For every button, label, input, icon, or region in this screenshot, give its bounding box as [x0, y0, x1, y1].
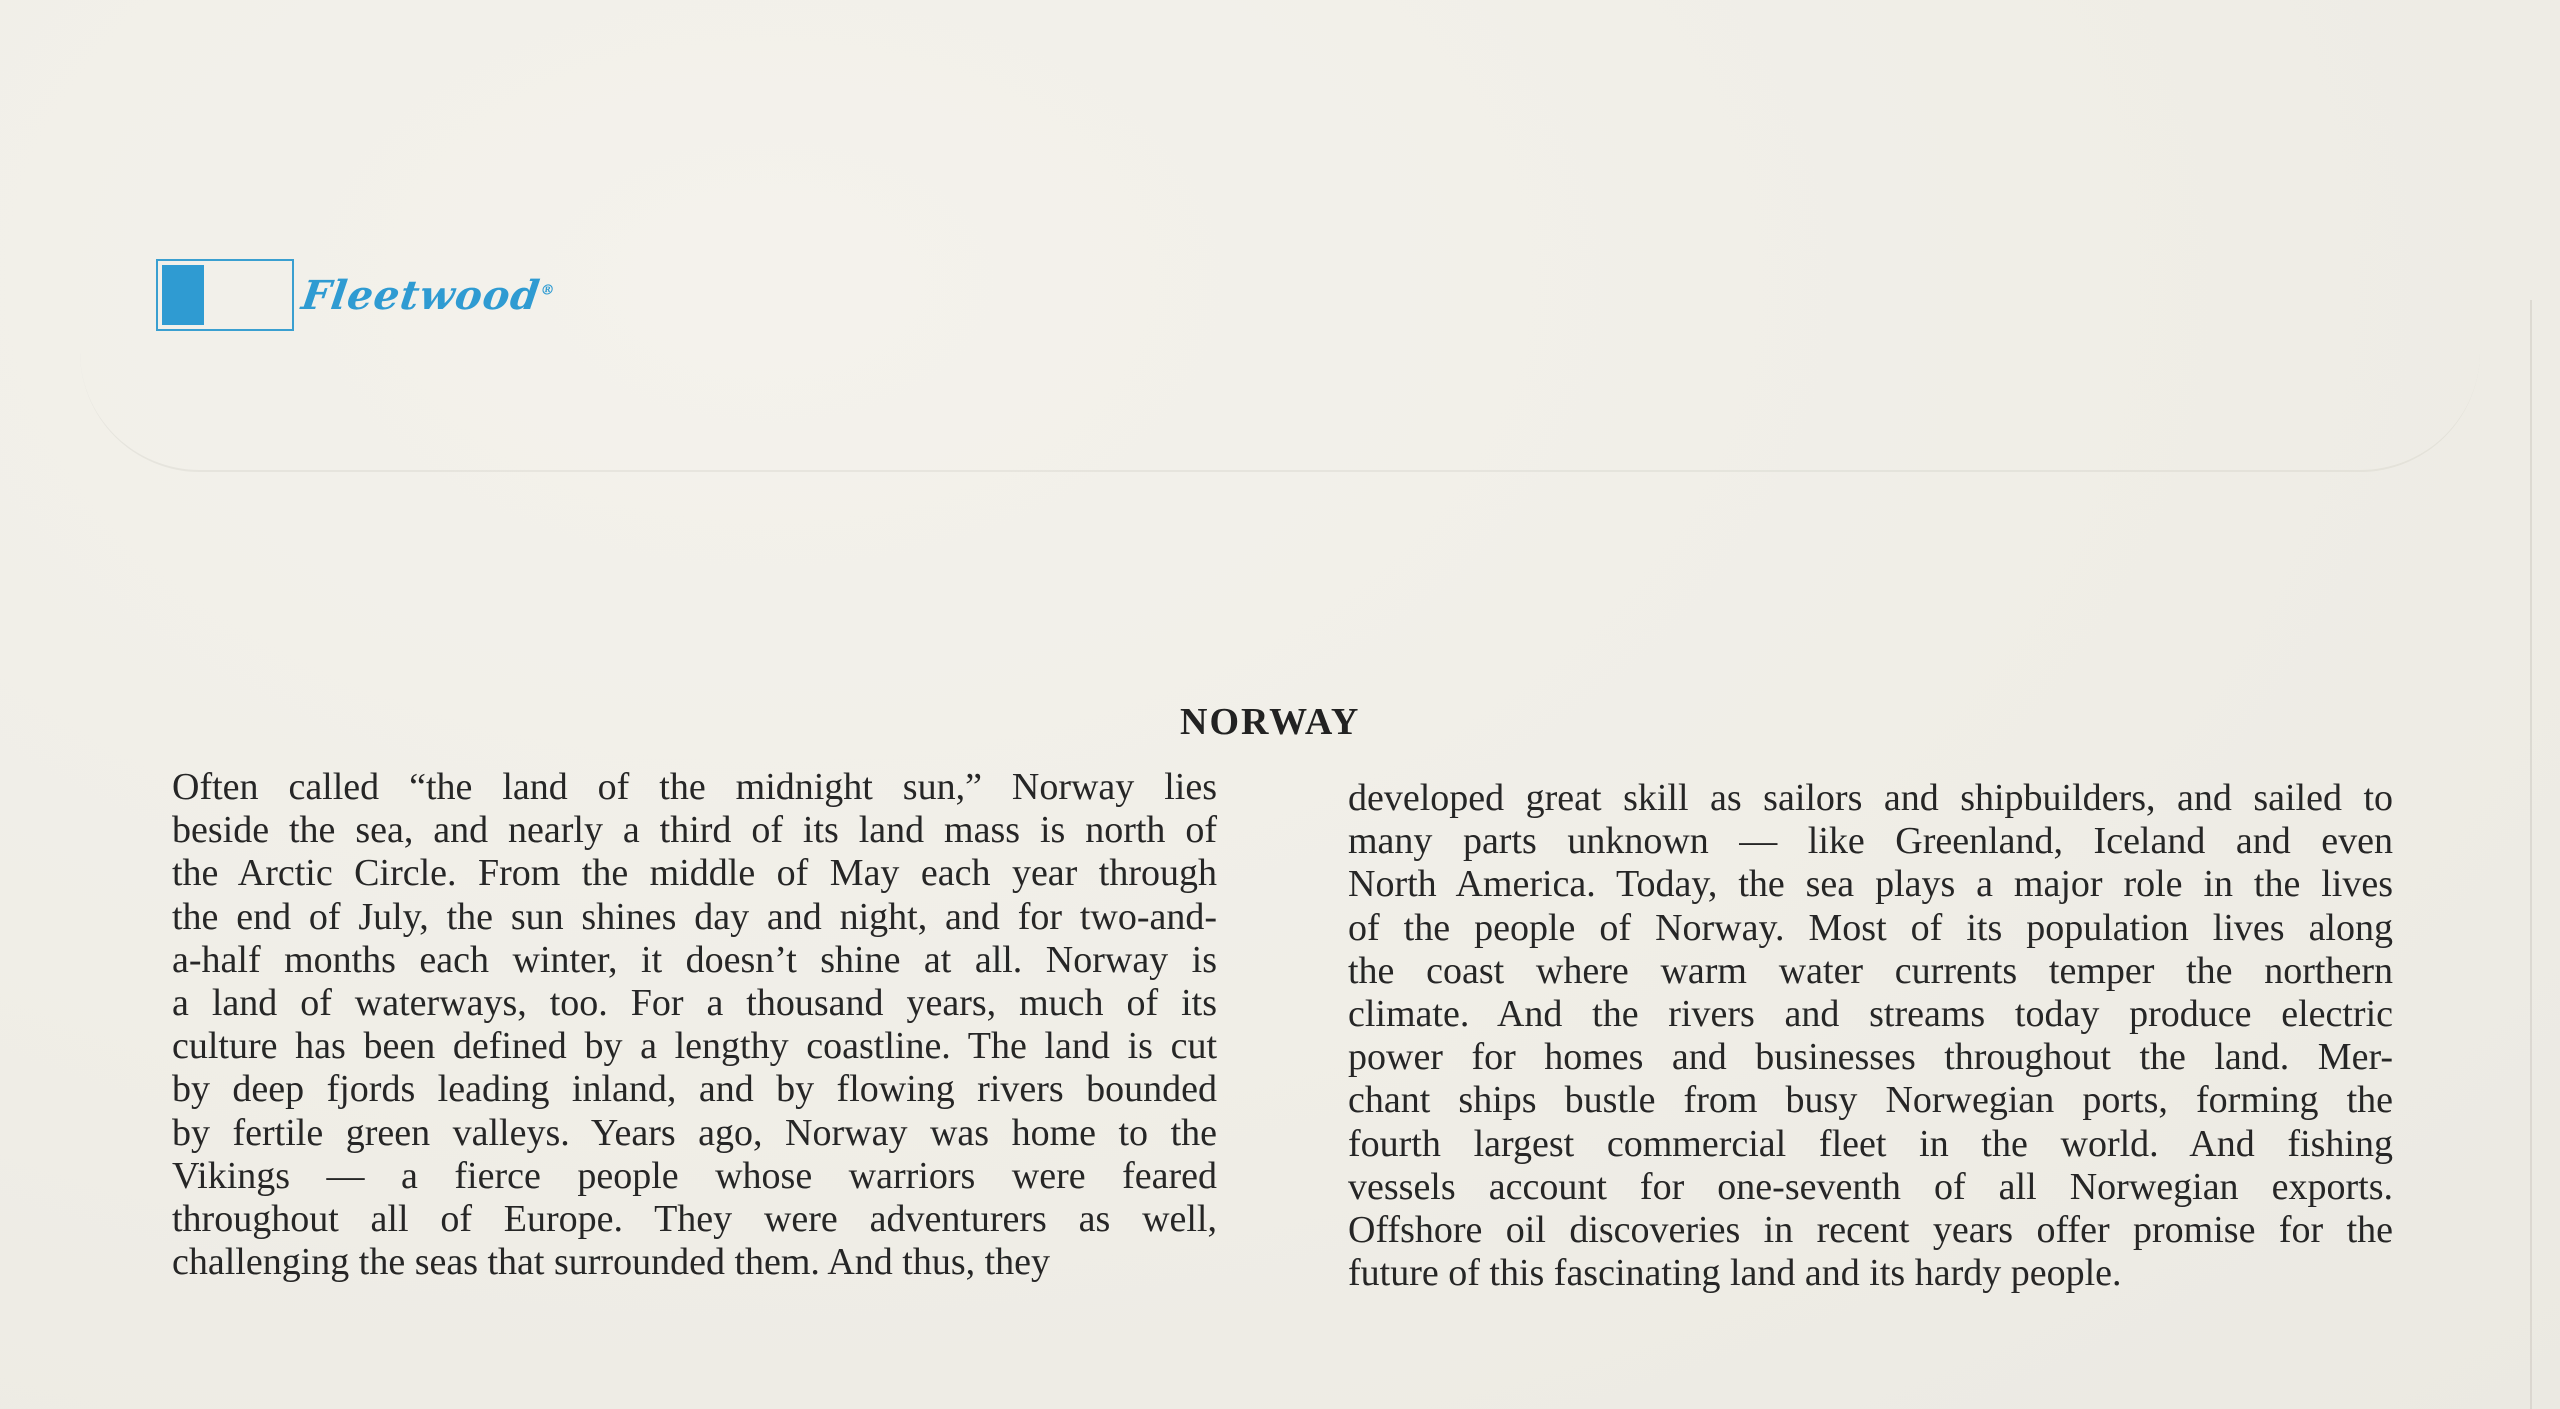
text-line: beside the sea, and nearly a third of its land mass is north of — [172, 809, 1217, 852]
text-line: a-half months each winter, it doesn’t shine at all. Norway is — [172, 938, 1217, 981]
logo-box-fill — [162, 265, 204, 325]
text-line: challenging the seas that surrounded them. And thus, they — [172, 1241, 1051, 1284]
logo-brand-text: Fleetwood — [298, 271, 544, 319]
envelope-flap — [80, 0, 2480, 472]
text-line: many parts unknown — like Greenland, Iceland and even — [1348, 820, 2393, 863]
text-line: North America. Today, the sea plays a major role in the lives — [1348, 863, 2393, 906]
text-line: developed great skill as sailors and shipbuilders, and sailed to — [1348, 777, 2393, 819]
text-line: the coast where warm water currents temper the northern — [1348, 949, 2393, 992]
text-line: climate. And the rivers and streams today produce electric — [1348, 993, 2393, 1036]
article-left-column — [172, 766, 1217, 1284]
fleetwood-logo — [156, 259, 555, 331]
text-line: fourth largest commercial fleet in the world. And fishing — [1348, 1122, 2393, 1165]
text-line: power for homes and businesses throughout the land. Mer- — [1348, 1036, 2393, 1079]
text-line: Vikings — a fierce people whose warriors were feared — [172, 1154, 1217, 1197]
logo-box-icon — [156, 259, 294, 331]
text-line: culture has been defined by a lengthy coastline. The land is cut — [172, 1025, 1217, 1068]
text-line: Often called “the land of the midnight sun,” Norway lies — [172, 766, 1217, 808]
text-line: the Arctic Circle. From the middle of May each year through — [172, 852, 1217, 895]
text-line: throughout all of Europe. They were adventurers as well, — [172, 1198, 1217, 1241]
text-line: a land of waterways, too. For a thousand years, much of its — [172, 982, 1217, 1025]
envelope-fold-line — [2530, 300, 2532, 1409]
article-right-column — [1348, 777, 2393, 1295]
text-line: Offshore oil discoveries in recent years offer promise for the — [1348, 1209, 2393, 1252]
text-line: the end of July, the sun shines day and night, and for two-and- — [172, 895, 1217, 938]
logo-wordmark — [299, 272, 558, 319]
text-line: of the people of Norway. Most of its population lives along — [1348, 906, 2393, 949]
text-line: future of this fascinating land and its hardy people. — [1348, 1252, 2122, 1295]
text-line: chant ships bustle from busy Norwegian ports, forming the — [1348, 1079, 2393, 1122]
text-line: by deep fjords leading inland, and by flowing rivers bounded — [172, 1068, 1217, 1111]
text-line: vessels account for one-seventh of all Norwegian exports. — [1348, 1165, 2393, 1208]
text-line: by fertile green valleys. Years ago, Norway was home to the — [172, 1111, 1217, 1154]
logo-registered-mark: ® — [539, 282, 557, 299]
article-title: NORWAY — [1180, 701, 1361, 743]
